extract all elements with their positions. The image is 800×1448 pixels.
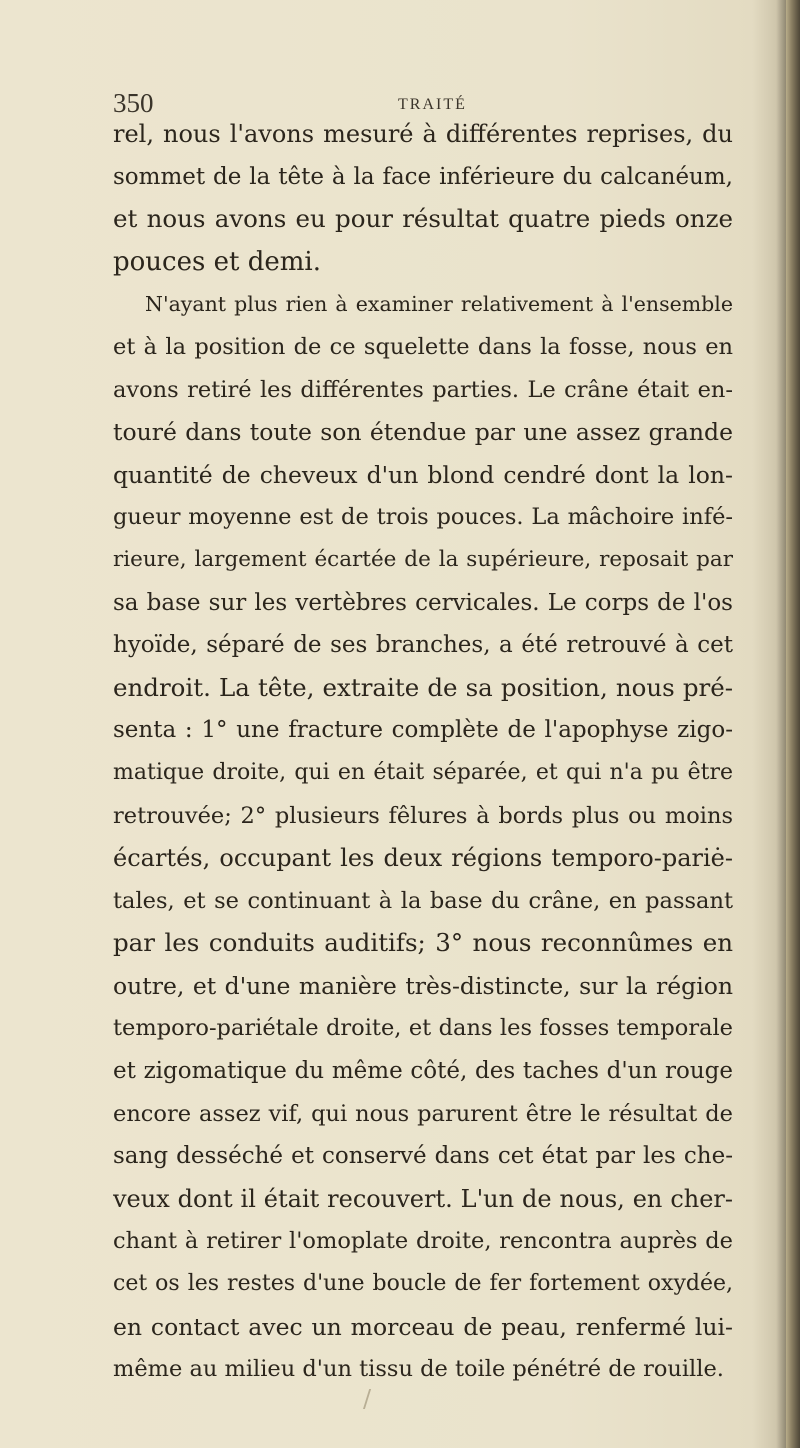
text-line: et à la position de ce squelette dans la fosse, nous en xyxy=(113,333,733,360)
text-line: matique droite, qui en était séparée, et qui n'a pu être xyxy=(113,759,733,785)
text-line: sommet de la tête à la face inférieure du calcanéum, xyxy=(113,163,733,190)
text-line: endroit. La tête, extraite de sa position, nous pré- xyxy=(113,672,733,702)
text-line: sa base sur les vertèbres cervicales. Le corps de l'os xyxy=(113,589,733,616)
text-line: hyoïde, séparé de ses branches, a été retrouvé à cet xyxy=(113,632,733,659)
text-line: avons retiré les différentes parties. Le crâne était en- xyxy=(113,376,733,403)
text-line: en contact avec un morceau de peau, renfermé lui- xyxy=(113,1312,733,1341)
text-line: rieure, largement écartée de la supérieure, reposait par xyxy=(113,546,733,572)
text-line: temporo-pariétale droite, et dans les fosses temporale xyxy=(113,1015,733,1042)
text-line: quantité de cheveux d'un blond cendré dont la lon- xyxy=(113,460,733,489)
stray-mark: / xyxy=(363,1385,372,1413)
text-line: senta : 1° une fracture complète de l'apophyse zigo- xyxy=(113,717,733,744)
text-line: tales, et se continuant à la base du crâne, en passant xyxy=(113,887,733,914)
text-line: écartés, occupant les deux régions temporo-pariė- xyxy=(113,844,733,873)
text-line: encore assez vif, qui nous parurent être le résultat de xyxy=(113,1100,733,1127)
body-text xyxy=(113,113,733,1391)
text-line-paragraph-start: N'ayant plus rien à examiner relativement à l'ensemble xyxy=(145,292,733,317)
text-line: rel, nous l'avons mesuré à différentes reprises, du xyxy=(113,120,733,148)
text-line: touré dans toute son étendue par une assez grande xyxy=(113,418,733,447)
text-line: sang desséché et conservé dans cet état par les che- xyxy=(113,1143,733,1170)
text-line: et nous avons eu pour résultat quatre pieds onze xyxy=(113,204,733,234)
text-line: chant à retirer l'omoplate droite, rencontra auprès de xyxy=(113,1228,733,1255)
text-line-paragraph-end: même au milieu d'un tissu de toile pénétré de rouille. xyxy=(113,1356,724,1383)
text-line: gueur moyenne est de trois pouces. La mâchoire infé- xyxy=(113,504,733,531)
page-number: 350 xyxy=(113,88,154,118)
text-line: retrouvée; 2° plusieurs fêlures à bords plus ou moins xyxy=(113,802,733,829)
text-line: par les conduits auditifs; 3° nous reconnûmes en xyxy=(113,928,733,958)
running-head: TRAITÉ xyxy=(398,96,467,113)
text-line: outre, et d'une manière très-distincte, sur la région xyxy=(113,971,733,1000)
text-line-paragraph-end: pouces et demi. xyxy=(113,246,321,277)
text-line: et zigomatique du même côté, des taches d'un rouge xyxy=(113,1058,733,1085)
book-spine-edge xyxy=(786,0,800,1448)
text-line: veux dont il était recouvert. L'un de nous, en cher- xyxy=(113,1184,733,1213)
text-line: cet os les restes d'une boucle de fer fortement oxydée, xyxy=(113,1271,733,1297)
